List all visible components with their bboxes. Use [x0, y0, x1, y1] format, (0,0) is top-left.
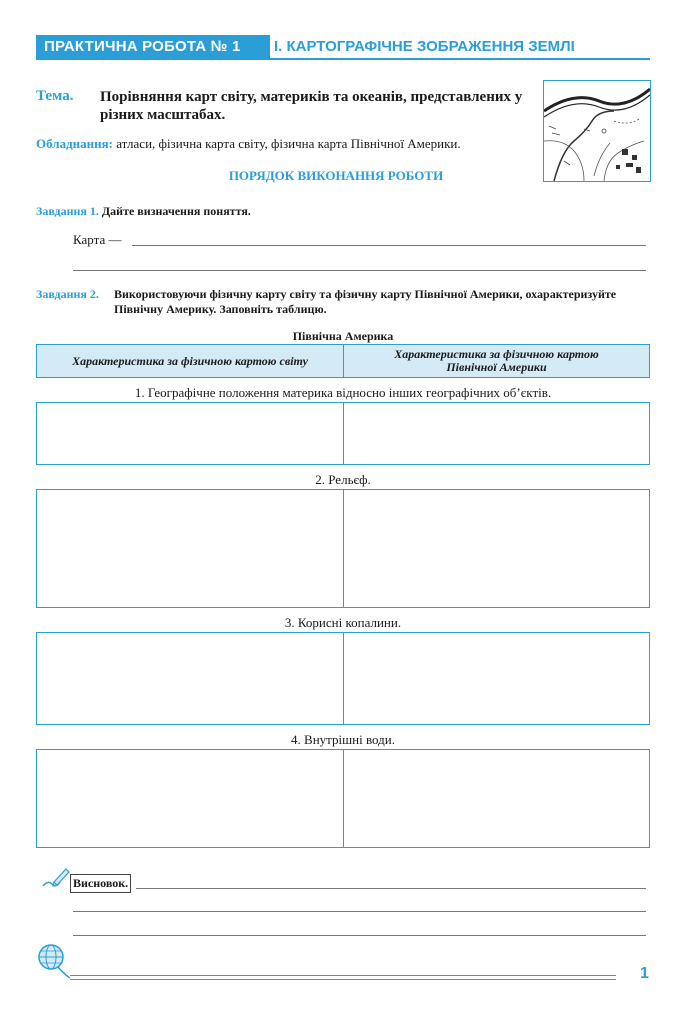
pen-writing-icon — [40, 866, 70, 890]
answer-cell-3-left[interactable] — [36, 632, 344, 725]
column-header-world-map: Характеристика за фізичною картою світу — [72, 353, 308, 368]
task1-label: Завдання 1. — [36, 204, 99, 218]
topographic-map-thumbnail — [543, 80, 651, 182]
page-number: 1 — [640, 965, 649, 982]
table-header — [36, 344, 650, 378]
conclusion-label: Висновок. — [70, 874, 131, 893]
section-title-2: 2. Рельєф. — [315, 472, 371, 487]
table-title: Північна Америка — [292, 329, 394, 343]
answer-cell-1-right[interactable] — [343, 402, 650, 465]
section-title-3: 3. Корисні копалини. — [284, 615, 402, 630]
topic-text: Порівняння карт світу, материків та океанів, представлених у різних масштабах. — [100, 89, 523, 123]
column-header-na-map: Характеристика за фізичною картою Північної Америки — [394, 347, 599, 374]
task2-text: Використовуючи фізичну карту світу та фізичну карту Північної Америки, охарактеризуйте Північну Америку. Заповніть таблицю. — [114, 287, 617, 316]
work-label: ПРАКТИЧНА РОБОТА № 1 — [36, 35, 270, 59]
topic-label: Тема. — [36, 88, 74, 104]
answer-cell-3-right[interactable] — [343, 632, 650, 725]
section-title-4: 4. Внутрішні води. — [291, 732, 395, 747]
globe-icon — [36, 942, 72, 982]
definition-term: Карта — — [73, 232, 122, 247]
answer-cell-4-right[interactable] — [343, 749, 650, 848]
section-title: І. КАРТОГРАФІЧНЕ ЗОБРАЖЕННЯ ЗЕМЛІ — [274, 38, 575, 55]
task2-label: Завдання 2. — [36, 287, 99, 301]
footer-rule-2 — [70, 979, 616, 980]
answer-cell-2-right[interactable] — [343, 489, 650, 608]
header-rule — [36, 58, 650, 60]
task1-text: Дайте визначення поняття. — [101, 204, 251, 218]
equipment-label: Обладнання: — [36, 136, 113, 151]
answer-cell-2-left[interactable] — [36, 489, 344, 608]
answer-line-1[interactable] — [132, 245, 646, 246]
map-illustration — [544, 81, 650, 181]
procedure-title: ПОРЯДОК ВИКОНАННЯ РОБОТИ — [228, 168, 444, 183]
section-title-1: 1. Географічне положення материка відносно інших географічних об’єктів. — [134, 385, 552, 400]
task1-line — [36, 204, 251, 219]
answer-cell-1-left[interactable] — [36, 402, 344, 465]
equipment-line — [36, 136, 461, 152]
answer-line-2[interactable] — [73, 270, 646, 271]
conclusion-line-1[interactable] — [136, 888, 646, 889]
answer-cell-4-left[interactable] — [36, 749, 344, 848]
conclusion-line-3[interactable] — [73, 935, 646, 936]
equipment-text: атласи, фізична карта світу, фізична карта Північної Америки. — [116, 136, 461, 151]
footer-rule-1 — [70, 975, 616, 976]
conclusion-line-2[interactable] — [73, 911, 646, 912]
